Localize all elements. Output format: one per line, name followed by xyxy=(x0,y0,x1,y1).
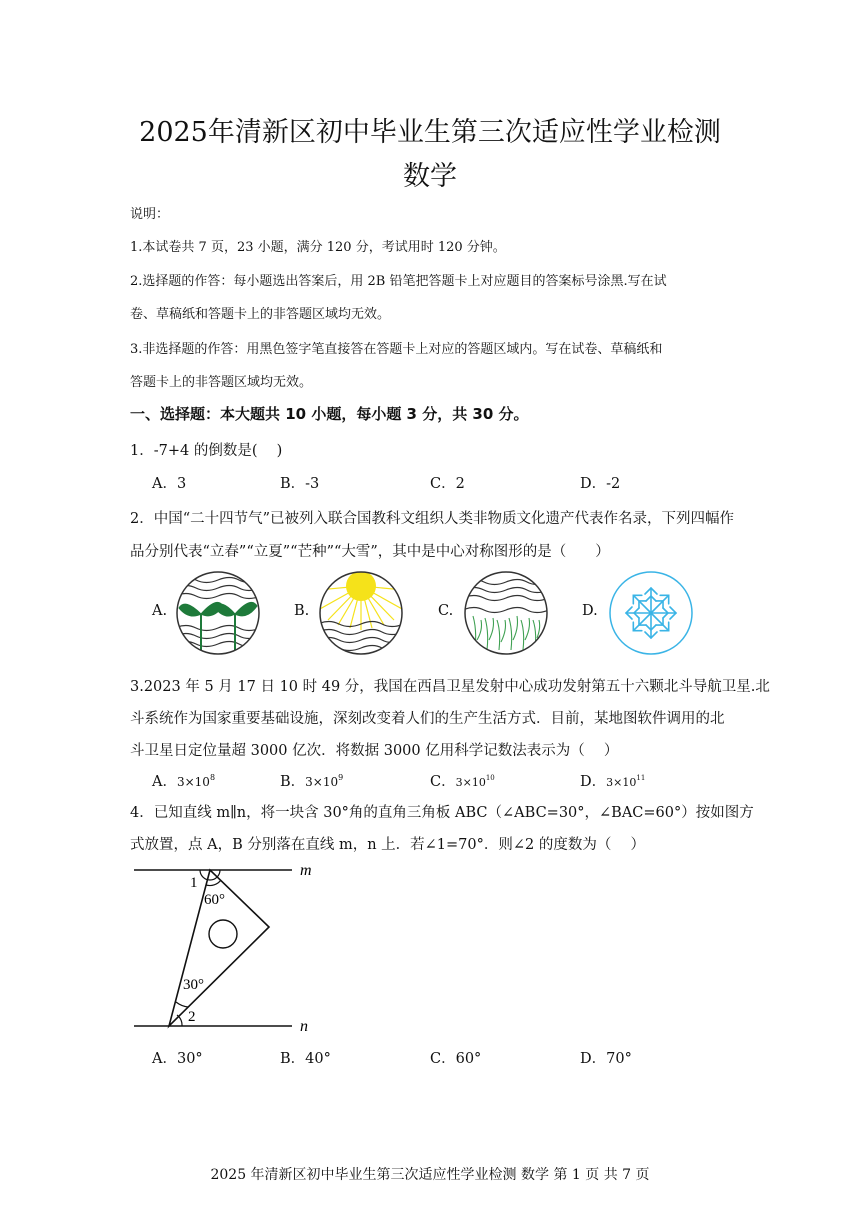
option-mantissa: 3×10 xyxy=(606,776,637,789)
section-heading: 一、选择题：本大题共 10 小题，每小题 3 分，共 30 分。 xyxy=(130,405,529,423)
question-2-option-b-letter: B. xyxy=(294,603,310,619)
question-2-option-c-letter: C. xyxy=(438,603,454,619)
angle-30-label: 30° xyxy=(183,977,204,993)
line-n-label: n xyxy=(300,1018,308,1035)
option-letter: B． xyxy=(280,774,306,790)
line-m-label: m xyxy=(300,862,312,879)
question-1-option-d: D．-2 xyxy=(580,476,621,492)
question-4-option-d: D．70° xyxy=(580,1051,632,1067)
option-letter: D． xyxy=(580,774,607,790)
question-2-option-d-letter: D. xyxy=(582,603,598,619)
question-3-line-3: 斗卫星日定位量超 3000 亿次．将数据 3000 亿用科学记数法表示为（ ） xyxy=(130,743,619,759)
question-1-stem: 1．-7+4 的倒数是( ) xyxy=(130,443,283,459)
exam-title: 2025年清新区初中毕业生第三次适应性学业检测 xyxy=(139,117,721,148)
instruction-item-2-line-1: 2.选择题的作答：每小题选出答案后，用 2B 铅笔把答题卡上对应题目的答案标号涂黑.写在试 xyxy=(130,274,667,289)
question-4-option-a: A．30° xyxy=(152,1051,203,1067)
angle-1-label: 1 xyxy=(190,875,198,891)
option-exponent: 11 xyxy=(636,774,646,783)
question-4-option-c: C．60° xyxy=(430,1051,482,1067)
angle-60-label: 60° xyxy=(204,892,225,908)
option-mantissa: 3×10 xyxy=(305,775,339,789)
question-2-option-a-letter: A. xyxy=(152,603,168,619)
option-letter: A． xyxy=(152,774,177,790)
instruction-item-1: 1.本试卷共 7 页，23 小题，满分 120 分，考试用时 120 分钟。 xyxy=(130,240,506,255)
question-2-line-2: 品分别代表“立春”“立夏”“芒种”“大雪”，其中是中心对称图形的是（ ） xyxy=(130,544,610,560)
question-4-option-b: B．40° xyxy=(280,1051,331,1067)
question-2-line-1: 2．中国“二十四节气”已被列入联合国教科文组织人类非物质文化遗产代表作名录，下列四幅作 xyxy=(130,511,735,527)
spring-sprout-image xyxy=(175,570,261,656)
option-exponent: 8 xyxy=(209,773,216,783)
question-1-option-a: A．3 xyxy=(152,476,187,492)
angle-arc-30 xyxy=(176,1002,188,1007)
option-mantissa: 3×10 xyxy=(455,776,486,789)
option-exponent: 10 xyxy=(485,774,495,783)
instruction-item-2-line-2: 卷、草稿纸和答题卡上的非答题区域均无效。 xyxy=(130,307,391,322)
question-3-option-b xyxy=(280,770,343,791)
triangle-figure xyxy=(120,855,340,1035)
question-3-line-1: 3.2023 年 5 月 17 日 10 时 49 分，我国在西昌卫星发射中心成功发射第五十六颗北斗导航卫星.北 xyxy=(130,679,770,695)
page-footer: 2025 年清新区初中毕业生第三次适应性学业检测 数学 第 1 页 共 7 页 xyxy=(210,1167,650,1183)
triangle-hole xyxy=(209,920,237,948)
option-mantissa: 3×10 xyxy=(176,775,210,789)
question-4-line-1: 4．已知直线 m∥n，将一块含 30°角的直角三角板 ABC（∠ABC=30°，∠BAC=60°）按如图方 xyxy=(130,805,754,821)
question-1-option-b: B．-3 xyxy=(280,476,320,492)
subject-title: 数学 xyxy=(403,161,457,192)
question-1-option-c: C．2 xyxy=(430,476,465,492)
instruction-item-3-line-1: 3.非选择题的作答：用黑色签字笔直接答在答题卡上对应的答题区域内。写在试卷、草稿纸和 xyxy=(130,342,663,357)
question-3-line-2: 斗系统作为国家重要基础设施，深刻改变着人们的生产生活方式．目前，某地图软件调用的北 xyxy=(130,711,725,727)
question-3-option-c xyxy=(430,770,495,791)
summer-sun-image xyxy=(318,570,404,656)
angle-arc-60 xyxy=(206,880,221,886)
major-snow-image xyxy=(608,570,694,656)
angle-2-label: 2 xyxy=(188,1009,196,1025)
instruction-item-3-line-2: 答题卡上的非答题区域均无效。 xyxy=(130,375,313,390)
question-3-option-a xyxy=(152,770,215,791)
instructions-label: 说明： xyxy=(130,207,170,222)
question-3-option-d xyxy=(580,770,645,791)
option-exponent: 9 xyxy=(338,773,344,783)
question-4-line-2: 式放置，点 A，B 分别落在直线 m，n 上．若∠1=70°．则∠2 的度数为（ ） xyxy=(130,837,645,853)
grain-in-ear-image xyxy=(463,570,549,656)
option-letter: C． xyxy=(430,774,456,790)
